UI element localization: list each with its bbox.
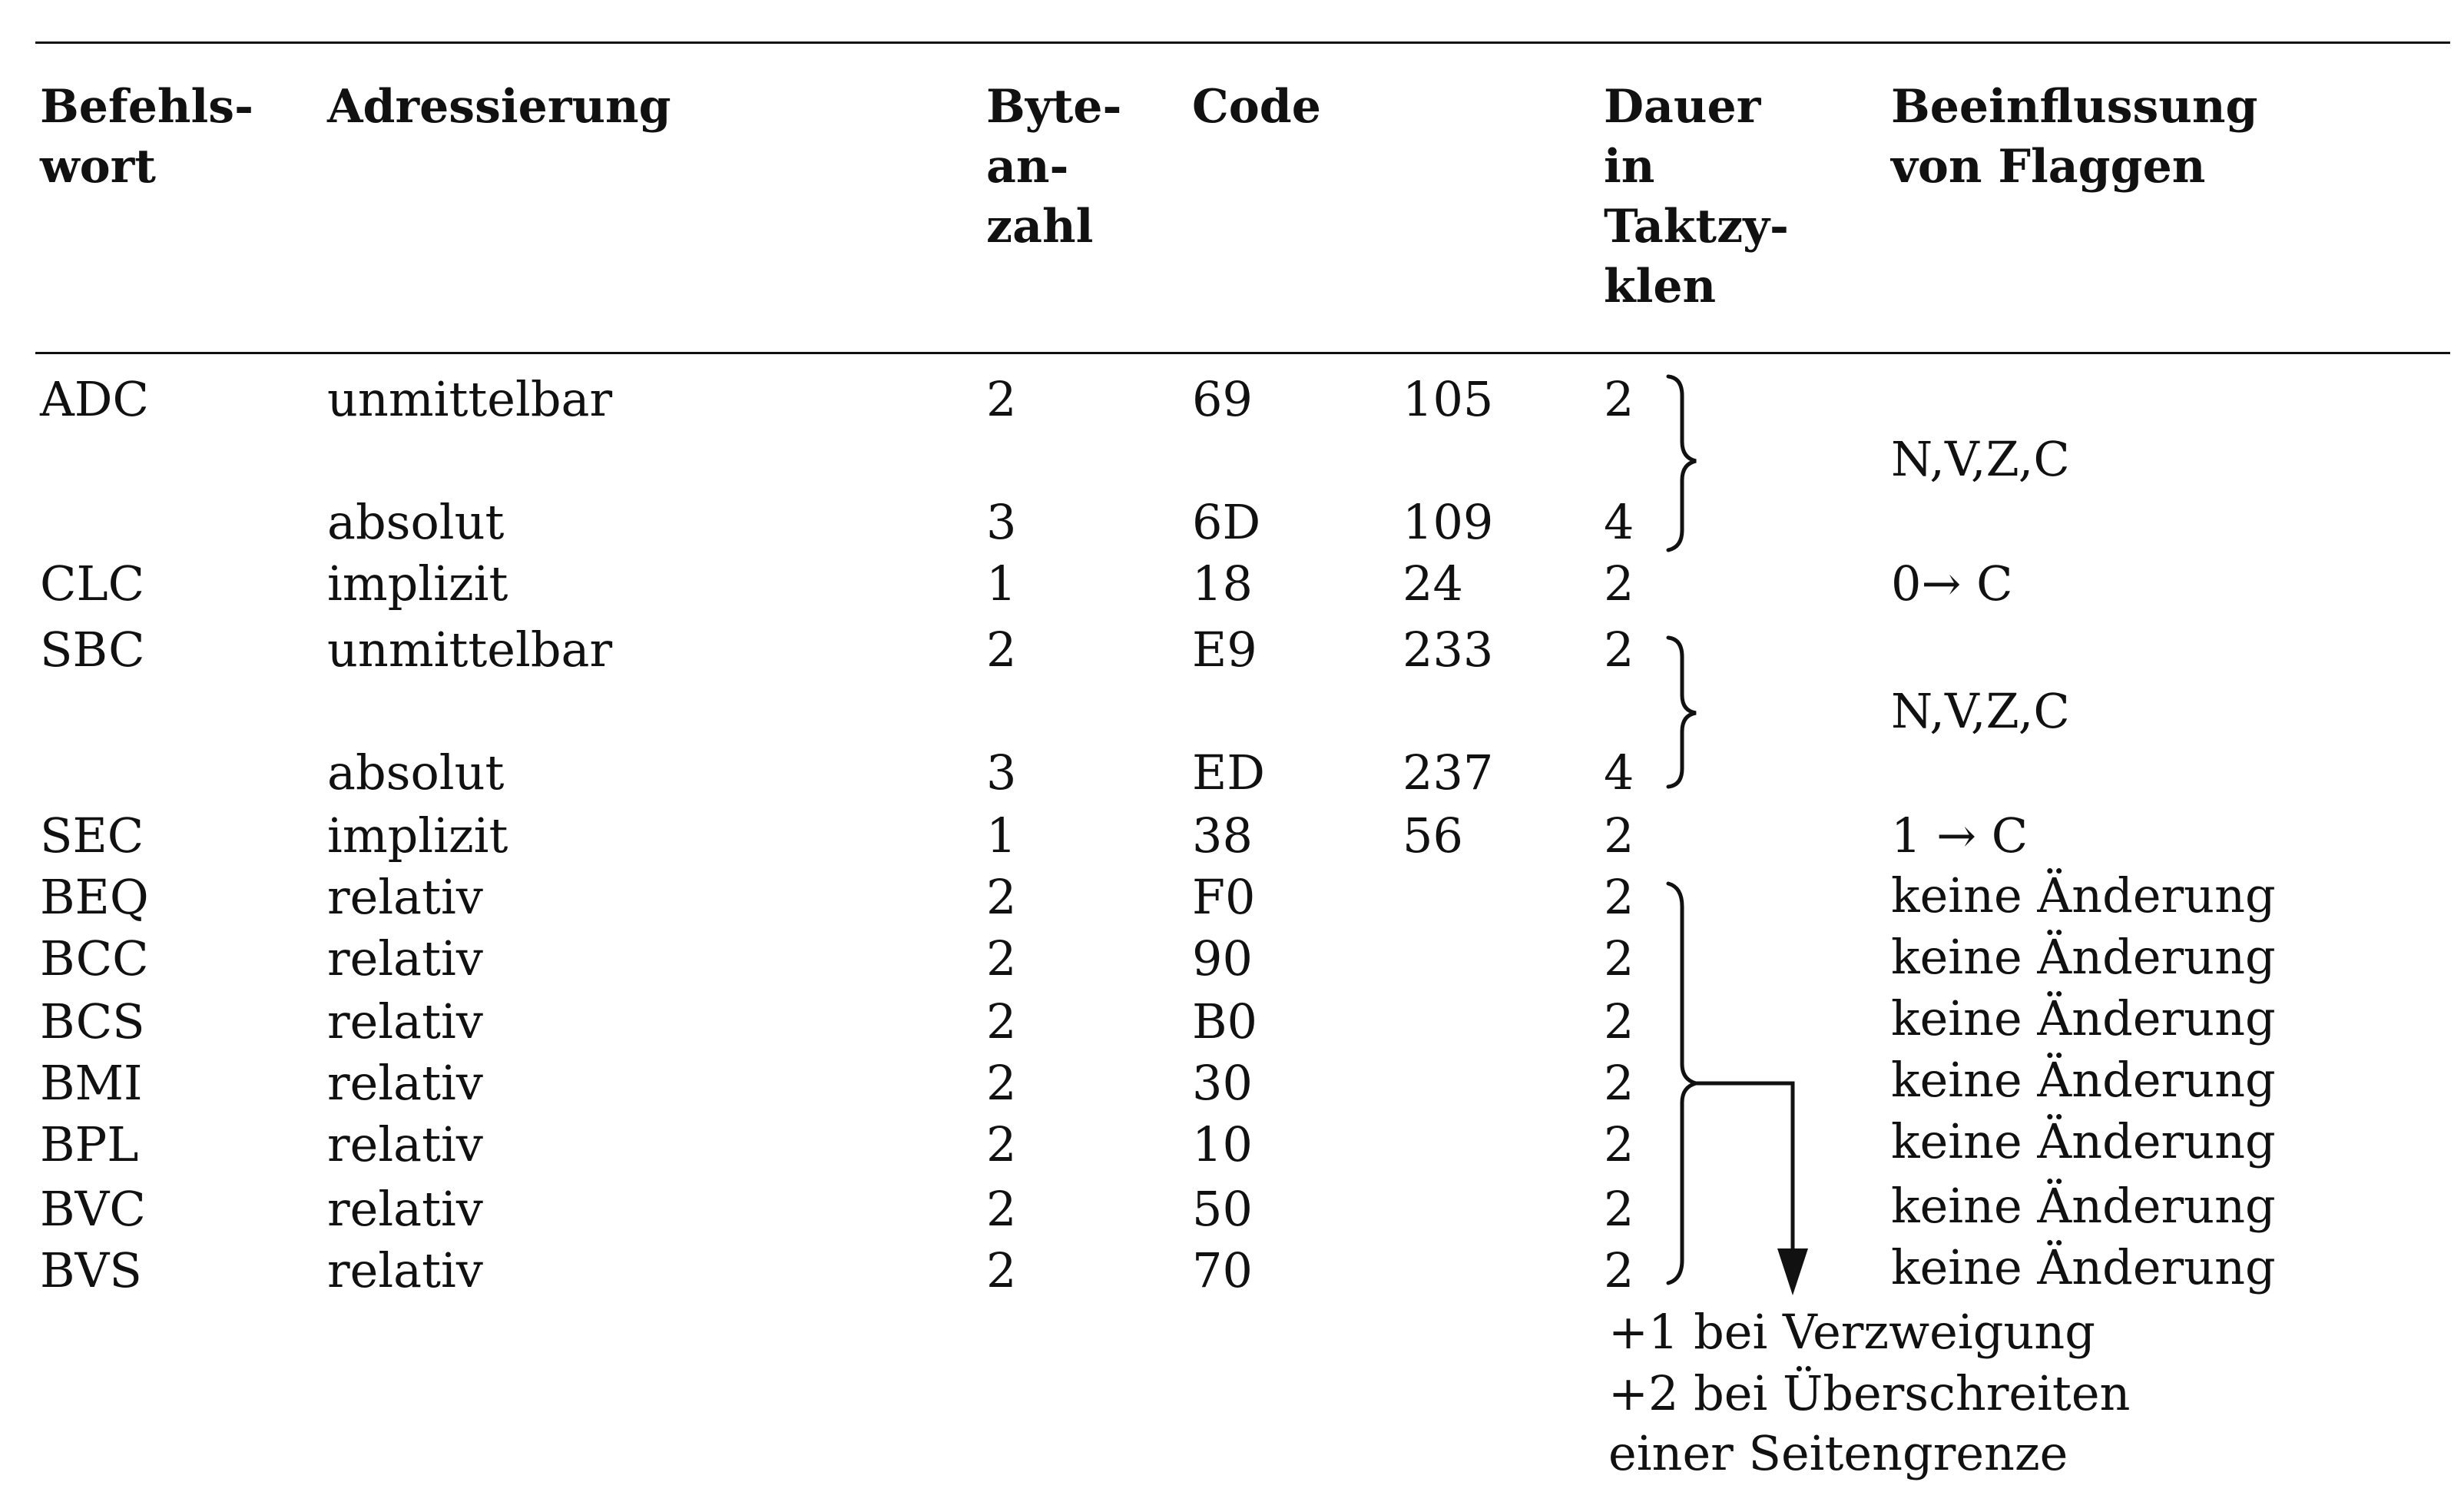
flags-bxx: keine Änderung (1891, 990, 2276, 1046)
cell-bytes: 1 (986, 555, 1017, 612)
cell-hex: 70 (1192, 1242, 1253, 1298)
cell-dauer: 2 (1604, 1055, 1634, 1111)
cell-dec: 24 (1403, 555, 1463, 612)
flags-adc: N,V,Z,C (1891, 431, 2070, 487)
footnote-line-3: einer Seitengrenze (1608, 1425, 2068, 1481)
cell-dauer: 2 (1604, 930, 1634, 986)
header-code: Code (1192, 80, 1321, 134)
cell-bytes: 3 (986, 744, 1017, 801)
footnote-line-2: +2 bei Überschreiten (1608, 1365, 2131, 1421)
cell-dauer: 2 (1604, 807, 1634, 864)
cell-bytes: 2 (986, 1116, 1017, 1172)
cell-hex: 69 (1192, 371, 1253, 427)
cell-adressierung: relativ (327, 1055, 483, 1111)
cell-hex: 6D (1192, 494, 1261, 550)
cell-dec: 237 (1403, 744, 1494, 801)
cell-dec: 109 (1403, 494, 1494, 550)
cell-befehl: BMI (40, 1055, 143, 1111)
cell-hex: 90 (1192, 930, 1253, 986)
cell-adressierung: unmittelbar (327, 371, 613, 427)
cell-bytes: 2 (986, 930, 1017, 986)
cell-bytes: 2 (986, 1181, 1017, 1237)
cell-dauer: 2 (1604, 993, 1634, 1049)
flags-bxx: keine Änderung (1891, 929, 2276, 985)
cell-dauer: 4 (1604, 494, 1634, 550)
cell-dauer: 2 (1604, 1181, 1634, 1237)
cell-befehl: CLC (40, 555, 145, 612)
cell-adressierung: relativ (327, 1242, 483, 1298)
cell-bytes: 1 (986, 807, 1017, 864)
cell-adressierung: implizit (327, 555, 508, 612)
cell-adressierung: relativ (327, 993, 483, 1049)
cell-adressierung: relativ (327, 869, 483, 925)
flags-sec: 1 → C (1891, 807, 2028, 864)
brace-adc (1668, 376, 1696, 550)
cell-befehl: SEC (40, 807, 144, 864)
cell-bytes: 2 (986, 1055, 1017, 1111)
cell-befehl: SBC (40, 622, 145, 678)
flags-bxx: keine Änderung (1891, 1178, 2276, 1234)
cell-dauer: 4 (1604, 744, 1634, 801)
cell-bytes: 2 (986, 993, 1017, 1049)
cell-hex: 10 (1192, 1116, 1253, 1172)
cell-hex: 18 (1192, 555, 1253, 612)
cell-adressierung: absolut (327, 744, 505, 801)
arrow-down-icon (1777, 1248, 1808, 1295)
cell-adressierung: relativ (327, 1116, 483, 1172)
cell-dauer: 2 (1604, 555, 1634, 612)
header-byteanzahl: Byte- an- zahl (986, 80, 1122, 254)
header-flaggen: Beeinflussung von Flaggen (1891, 80, 2258, 194)
cell-bytes: 2 (986, 1242, 1017, 1298)
footnote-line-1: +1 bei Verzweigung (1608, 1304, 2095, 1360)
cell-bytes: 3 (986, 494, 1017, 550)
cell-adressierung: implizit (327, 807, 508, 864)
cell-adressierung: relativ (327, 1181, 483, 1237)
cell-befehl: BPL (40, 1116, 139, 1172)
cell-befehl: BVS (40, 1242, 142, 1298)
flags-bxx: keine Änderung (1891, 1052, 2276, 1108)
cell-dec: 233 (1403, 622, 1494, 678)
header-befehlswort: Befehls- wort (40, 80, 253, 194)
cell-befehl: BVC (40, 1181, 146, 1237)
cell-dauer: 2 (1604, 371, 1634, 427)
cell-bytes: 2 (986, 371, 1017, 427)
cell-befehl: BCC (40, 930, 149, 986)
cell-dec: 56 (1403, 807, 1463, 864)
brace-branch (1668, 884, 1696, 1283)
header-adressierung: Adressierung (327, 80, 671, 134)
flags-bxx: keine Änderung (1891, 867, 2276, 923)
cell-dec: 105 (1403, 371, 1494, 427)
brace-sbc (1668, 638, 1696, 787)
flags-clc: 0→ C (1891, 555, 2013, 612)
cell-hex: ED (1192, 744, 1265, 801)
flags-bxx: keine Änderung (1891, 1113, 2276, 1169)
cell-dauer: 2 (1604, 1116, 1634, 1172)
cell-befehl: ADC (40, 371, 149, 427)
flags-sbc: N,V,Z,C (1891, 683, 2070, 739)
cell-adressierung: relativ (327, 930, 483, 986)
cell-hex: 38 (1192, 807, 1253, 864)
cell-dauer: 2 (1604, 869, 1634, 925)
cell-dauer: 2 (1604, 622, 1634, 678)
cell-hex: 50 (1192, 1181, 1253, 1237)
flags-bxx: keine Änderung (1891, 1239, 2276, 1295)
header-dauer: Dauer in Taktzy- klen (1604, 80, 1789, 313)
cell-dauer: 2 (1604, 1242, 1634, 1298)
cell-adressierung: absolut (327, 494, 505, 550)
connector-line (1696, 1083, 1793, 1248)
cell-bytes: 2 (986, 869, 1017, 925)
cell-hex: E9 (1192, 622, 1257, 678)
cell-hex: F0 (1192, 869, 1256, 925)
cell-befehl: BCS (40, 993, 145, 1049)
cell-adressierung: unmittelbar (327, 622, 613, 678)
cell-hex: 30 (1192, 1055, 1253, 1111)
cell-bytes: 2 (986, 622, 1017, 678)
cell-befehl: BEQ (40, 869, 149, 925)
cell-hex: B0 (1192, 993, 1258, 1049)
